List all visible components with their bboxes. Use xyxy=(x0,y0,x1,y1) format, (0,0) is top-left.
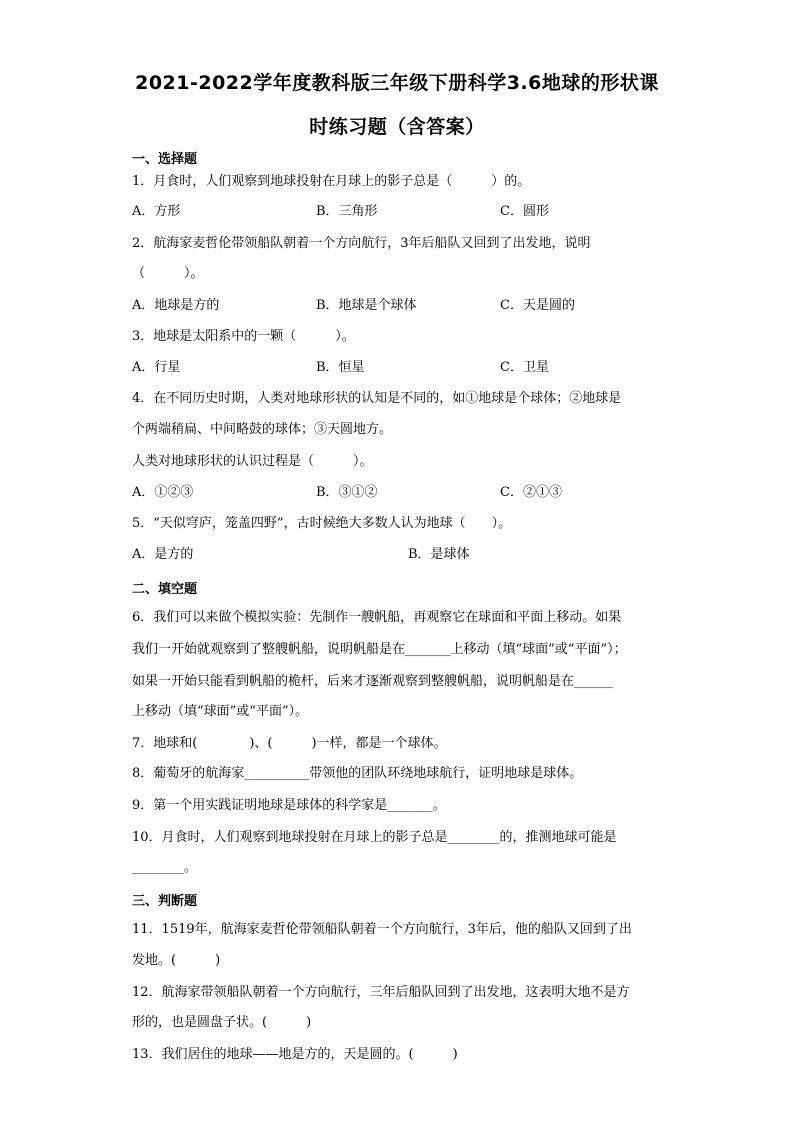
section-heading-true-false: 三、判断题 xyxy=(132,894,198,909)
question-5-stem: 5．“天似穹庐，笼盖四野”，古时候绝大多数人认为地球（ ）。 xyxy=(132,516,512,531)
question-9: 9．第一个用实践证明地球是球体的科学家是_______。 xyxy=(132,798,446,813)
question-4-option-a: A．①②③ xyxy=(132,485,194,500)
question-2-option-a: A．地球是方的 xyxy=(132,298,220,313)
question-6-line-4: 上移动（填“球面”或“平面”）。 xyxy=(132,704,309,719)
question-10-line-2: ________。 xyxy=(132,860,198,875)
question-4-option-c: C．②①③ xyxy=(500,485,562,500)
question-7: 7．地球和( )、( )一样，都是一个球体。 xyxy=(132,736,447,751)
question-12-line-1: 12．航海家带领船队朝着一个方向航行，三年后船队回到了出发地，这表明大地不是方 xyxy=(132,985,630,1000)
question-10-line-1: 10．月食时，人们观察到地球投射在月球上的影子总是________的，推测地球可能是 xyxy=(132,830,617,845)
question-6-line-3: 如果一开始只能看到帆船的桅杆，后来才逐渐观察到整艘帆船，说明帆船是在______ xyxy=(132,674,614,689)
question-3-option-a: A．行星 xyxy=(132,360,181,375)
question-4-option-b: B．③①② xyxy=(316,485,378,500)
question-11-line-2: 发地。( ) xyxy=(132,953,221,968)
question-2-stem-line-1: 2．航海家麦哲伦带领船队朝着一个方向航行，3年后船队又回到了出发地，说明 xyxy=(132,236,591,251)
question-13: 13．我们居住的地球——地是方的，天是圆的。( ) xyxy=(132,1047,458,1062)
question-1-option-c: C．圆形 xyxy=(500,204,549,219)
document-title-line-2: 时练习题（含答案） xyxy=(309,116,485,138)
section-heading-choice: 一、选择题 xyxy=(132,152,198,167)
question-1-option-b: B．三角形 xyxy=(316,204,378,219)
question-1-stem: 1．月食时，人们观察到地球投射在月球上的影子总是（ ）的。 xyxy=(132,174,531,189)
question-5-option-b: B．是球体 xyxy=(408,547,470,562)
question-3-option-c: C．卫星 xyxy=(500,360,549,375)
question-2-option-b: B．地球是个球体 xyxy=(316,298,417,313)
question-4-stem-line-3: 人类对地球形状的认识过程是（ ）。 xyxy=(132,454,373,469)
question-2-option-c: C．天是圆的 xyxy=(500,298,575,313)
question-5-option-a: A．是方的 xyxy=(132,547,194,562)
question-1-option-a: A．方形 xyxy=(132,204,181,219)
question-4-stem-line-2: 个两端稍扁、中间略鼓的球体；③天圆地方。 xyxy=(132,422,393,437)
question-3-stem: 3．地球是太阳系中的一颗（ ）。 xyxy=(132,329,355,344)
question-6-line-1: 6．我们可以来做个模拟实验：先制作一艘帆船，再观察它在球面和平面上移动。如果 xyxy=(132,610,622,625)
question-12-line-2: 形的，也是圆盘子状。( ) xyxy=(132,1015,312,1030)
question-4-stem-line-1: 4．在不同历史时期，人类对地球形状的认知是不同的，如①地球是个球体；②地球是 xyxy=(132,391,622,406)
question-11-line-1: 11．1519年，航海家麦哲伦带领船队朝着一个方向航行，3年后，他的船队又回到了出 xyxy=(132,922,632,937)
question-6-line-2: 我们一开始就观察到了整艘帆船，说明帆船是在_______上移动（填“球面”或“平面”）； xyxy=(132,642,627,657)
question-3-option-b: B．恒星 xyxy=(316,360,365,375)
section-heading-fill-in: 二、填空题 xyxy=(132,582,198,597)
question-2-stem-line-2: （ ）。 xyxy=(132,266,204,281)
document-title-line-1: 2021-2022学年度教科版三年级下册科学3.6地球的形状课 xyxy=(135,72,659,94)
question-8: 8．葡萄牙的航海家__________带领他的团队环绕地球航行，证明地球是球体。 xyxy=(132,766,583,781)
